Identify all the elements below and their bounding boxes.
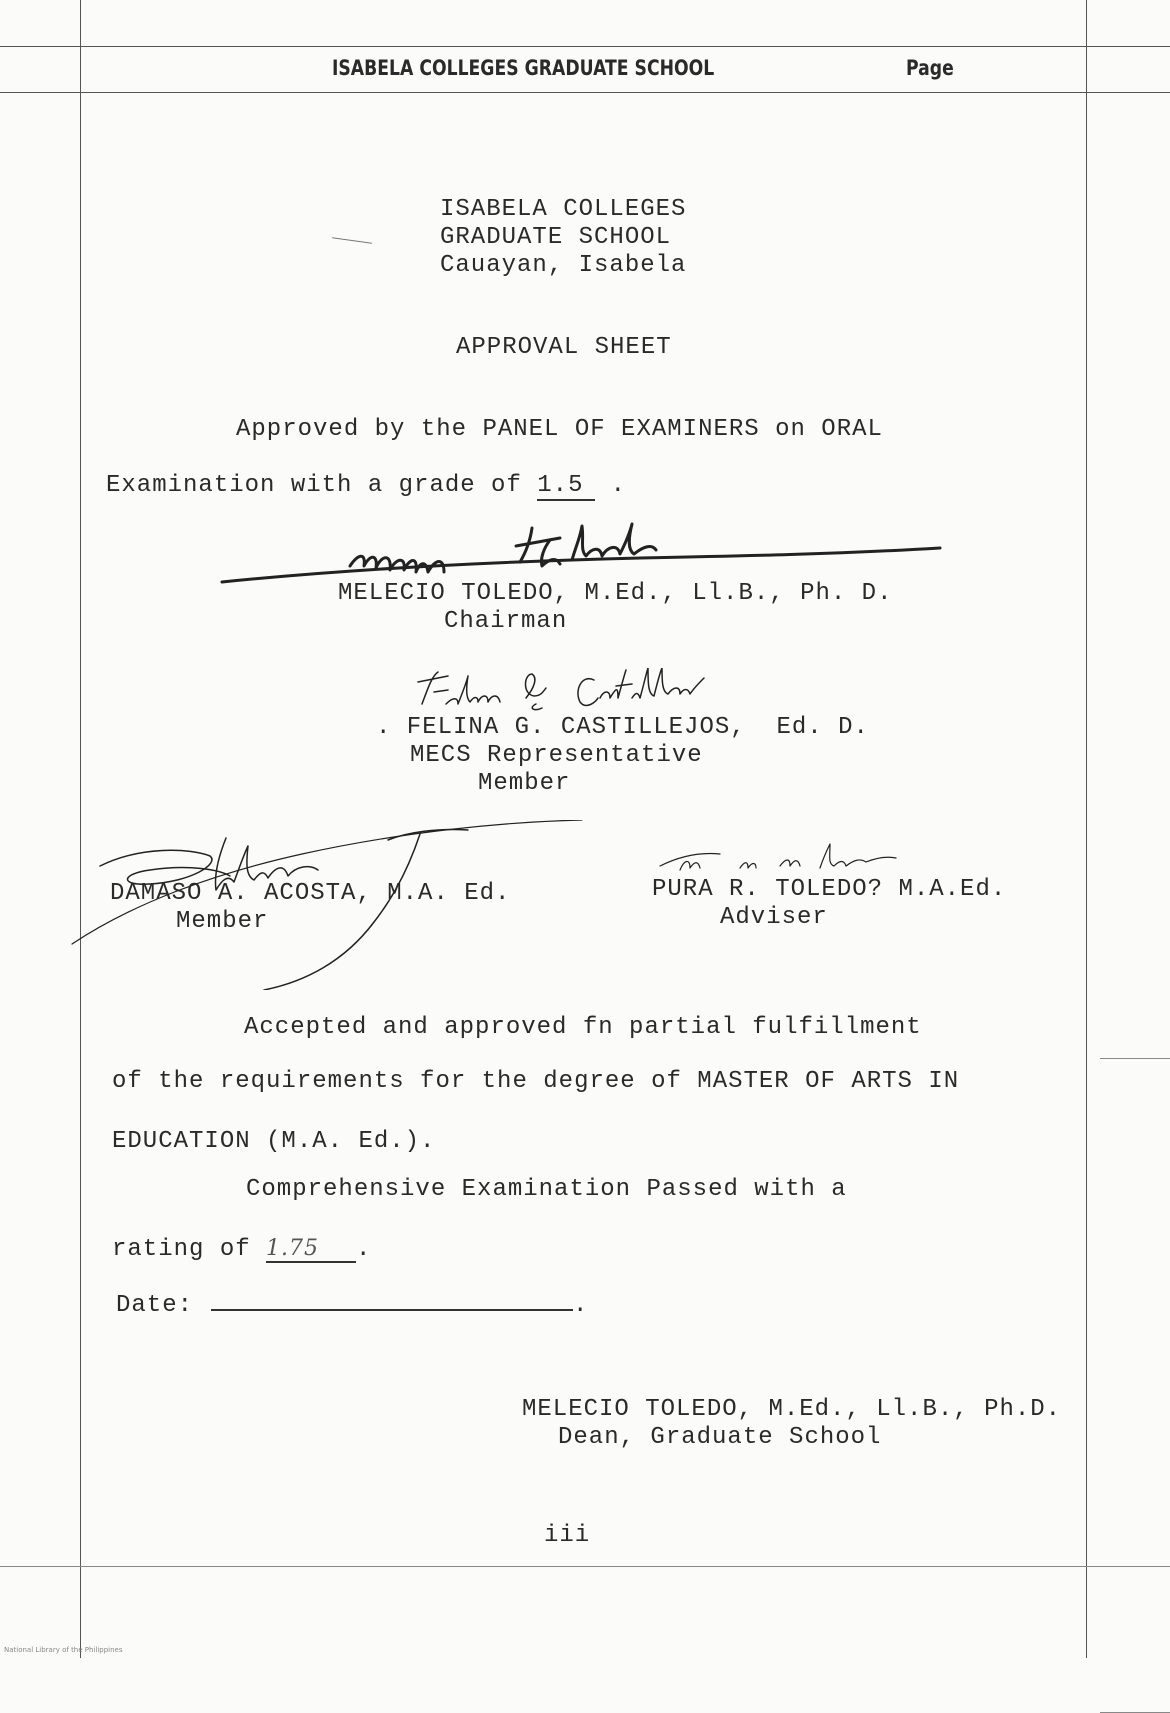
chairman-role: Chairman <box>444 608 568 635</box>
grade-value: 1.5 <box>537 472 595 501</box>
page-number: iii <box>544 1522 591 1549</box>
approval-line-2: Examination with a grade of 1.5 . <box>106 472 627 499</box>
acosta-role: Member <box>176 908 269 935</box>
institution-location: Cauayan, Isabela <box>440 252 687 279</box>
castillejos-role: MECS Representative <box>410 742 703 769</box>
adviser-role: Adviser <box>720 904 828 931</box>
adviser-signature <box>650 840 930 880</box>
running-title: ISABELA COLLEGES GRADUATE SCHOOL <box>332 56 715 80</box>
approval-line-1: Approved by the PANEL OF EXAMINERS on ORAL <box>236 416 883 443</box>
date-value <box>211 1309 573 1311</box>
comprehensive-line-1: Comprehensive Examination Passed with a <box>246 1176 847 1203</box>
institution-name: ISABELA COLLEGES <box>440 196 687 223</box>
adviser-name: PURA R. TOLEDO? M.A.Ed. <box>652 876 1007 903</box>
header-bottom-rule <box>0 92 1170 93</box>
dean-printed-name: MELECIO TOLEDO, M.Ed., Ll.B., Ph.D. <box>522 1396 1062 1423</box>
stray-mark <box>332 237 372 244</box>
castillejos-signature <box>416 668 776 718</box>
comprehensive-line-2: rating of 1.75 . <box>112 1236 372 1263</box>
acosta-name: DAMASO A. ACOSTA, M.A. Ed. <box>110 880 511 907</box>
acceptance-line-3: EDUCATION (M.A. Ed.). <box>112 1128 436 1155</box>
right-margin-tick <box>1100 1058 1170 1059</box>
header-top-rule <box>0 46 1170 47</box>
castillejos-member-label: Member <box>478 770 571 797</box>
frame-left-rule <box>80 0 81 1658</box>
institution-school: GRADUATE SCHOOL <box>440 224 672 251</box>
acceptance-line-2: of the requirements for the degree of MASTER OF ARTS IN <box>112 1068 960 1095</box>
acceptance-line-1: Accepted and approved fn partial fulfillment <box>244 1014 922 1041</box>
chairman-signature <box>220 518 950 588</box>
frame-right-rule <box>1086 0 1087 1658</box>
scan-footnote: National Library of the Philippines <box>4 1646 123 1654</box>
page-title: APPROVAL SHEET <box>456 334 672 361</box>
castillejos-name: . FELINA G. CASTILLEJOS, Ed. D. <box>376 714 869 741</box>
dean-role: Dean, Graduate School <box>558 1424 882 1451</box>
date-label: Date: <box>116 1292 194 1319</box>
date-line: Date: . <box>116 1292 589 1319</box>
chairman-name: MELECIO TOLEDO, M.Ed., Ll.B., Ph. D. <box>338 580 893 607</box>
footer-rule <box>0 1566 1170 1567</box>
rating-value: 1.75 <box>266 1236 356 1263</box>
page-label: Page <box>906 56 954 80</box>
